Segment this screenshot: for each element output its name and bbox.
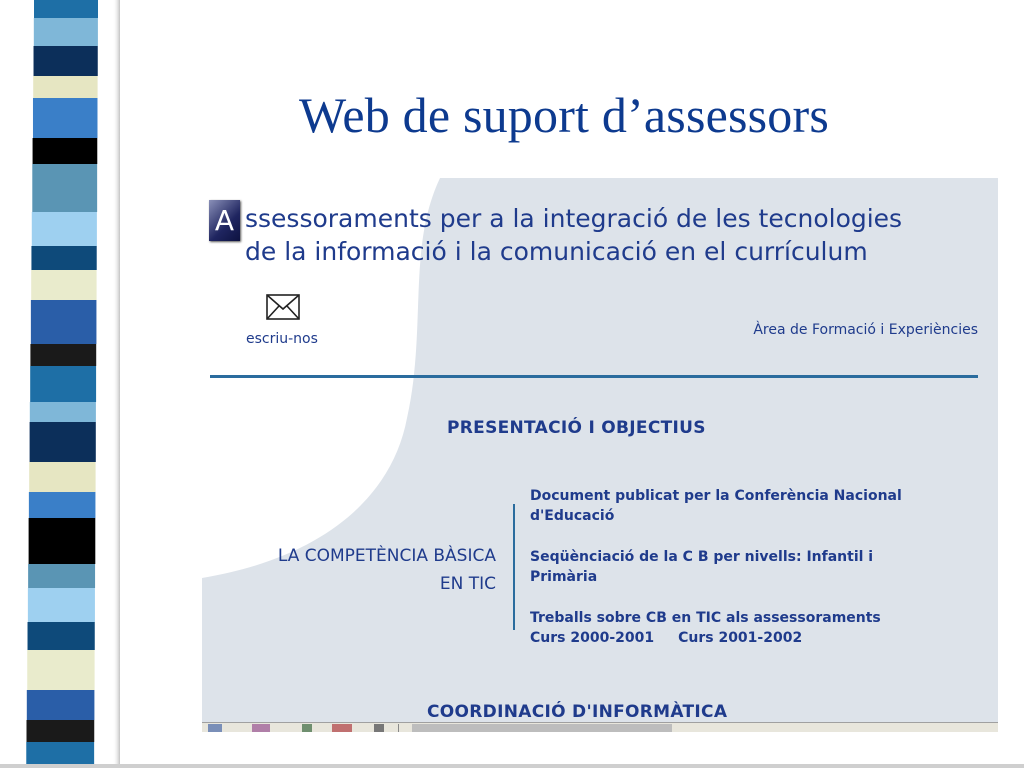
stripe-band xyxy=(31,300,97,344)
stripe-band xyxy=(29,518,96,564)
link-line: Primària xyxy=(530,569,598,585)
stripe-band xyxy=(31,246,96,270)
stripe-band xyxy=(33,76,97,98)
link-line: Document publicat per la Conferència Nacional xyxy=(530,488,902,504)
website-screenshot xyxy=(202,178,998,732)
stripe-band xyxy=(28,588,95,622)
coordination-link[interactable]: COORDINACIÓ D'INFORMÀTICA xyxy=(427,702,728,722)
competence-line-1: LA COMPETÈNCIA BÀSICA xyxy=(277,546,496,566)
stripe-band xyxy=(30,422,96,462)
presentation-link[interactable]: PRESENTACIÓ I OBJECTIUS xyxy=(447,418,706,438)
link-year-2001[interactable]: Curs 2001-2002 xyxy=(678,630,803,646)
stripe-band xyxy=(30,402,96,422)
link-sequencing[interactable] xyxy=(530,547,950,587)
competence-line-2: EN TIC xyxy=(439,574,496,594)
link-document-cne[interactable] xyxy=(530,486,950,526)
site-header xyxy=(245,202,985,268)
link-line: Treballs sobre CB en TIC als assessoraments xyxy=(530,610,881,626)
stripe-band xyxy=(29,462,95,492)
stripe-band xyxy=(34,46,98,76)
slide-title: Web de suport d’assessors xyxy=(298,87,830,143)
header-divider xyxy=(210,375,978,378)
site-logo-letter: A xyxy=(209,200,240,241)
stripe-band xyxy=(28,622,95,650)
stripe-band xyxy=(30,366,96,402)
link-line: d'Educació xyxy=(530,508,615,524)
stripe-band xyxy=(29,492,96,518)
competence-heading[interactable] xyxy=(202,542,496,598)
stripe-band xyxy=(33,138,98,164)
browser-status-bar xyxy=(202,722,998,732)
link-line: Seqüènciació de la C B per nivells: Infantil i xyxy=(530,549,874,565)
stripe-band xyxy=(33,98,98,138)
link-year-2000[interactable]: Curs 2000-2001 xyxy=(530,630,655,646)
stripe-band xyxy=(32,212,97,246)
header-line-1: ssessoraments per a la integració de les tecnologies xyxy=(245,204,903,233)
stripe-band xyxy=(32,164,97,212)
competence-divider xyxy=(513,504,515,630)
stripe-band xyxy=(34,18,98,46)
stripe-band xyxy=(30,344,96,366)
area-label: Àrea de Formació i Experiències xyxy=(753,322,978,338)
write-us-link[interactable]: escriu-nos xyxy=(246,331,318,347)
stripe-band xyxy=(27,650,94,690)
stripe-band xyxy=(27,720,95,742)
slide-bottom-rule xyxy=(0,764,1024,768)
header-line-2: de la informació i la comunicació en el currículum xyxy=(245,237,868,266)
decorative-stripe-border xyxy=(0,0,120,768)
link-works[interactable] xyxy=(530,608,950,648)
stripe-band xyxy=(28,564,95,588)
competence-links xyxy=(530,486,950,669)
stripe-band xyxy=(31,270,96,300)
stripe-band xyxy=(27,690,95,720)
envelope-icon[interactable] xyxy=(266,294,300,320)
stripe-band xyxy=(34,0,98,18)
year-links xyxy=(530,628,950,648)
